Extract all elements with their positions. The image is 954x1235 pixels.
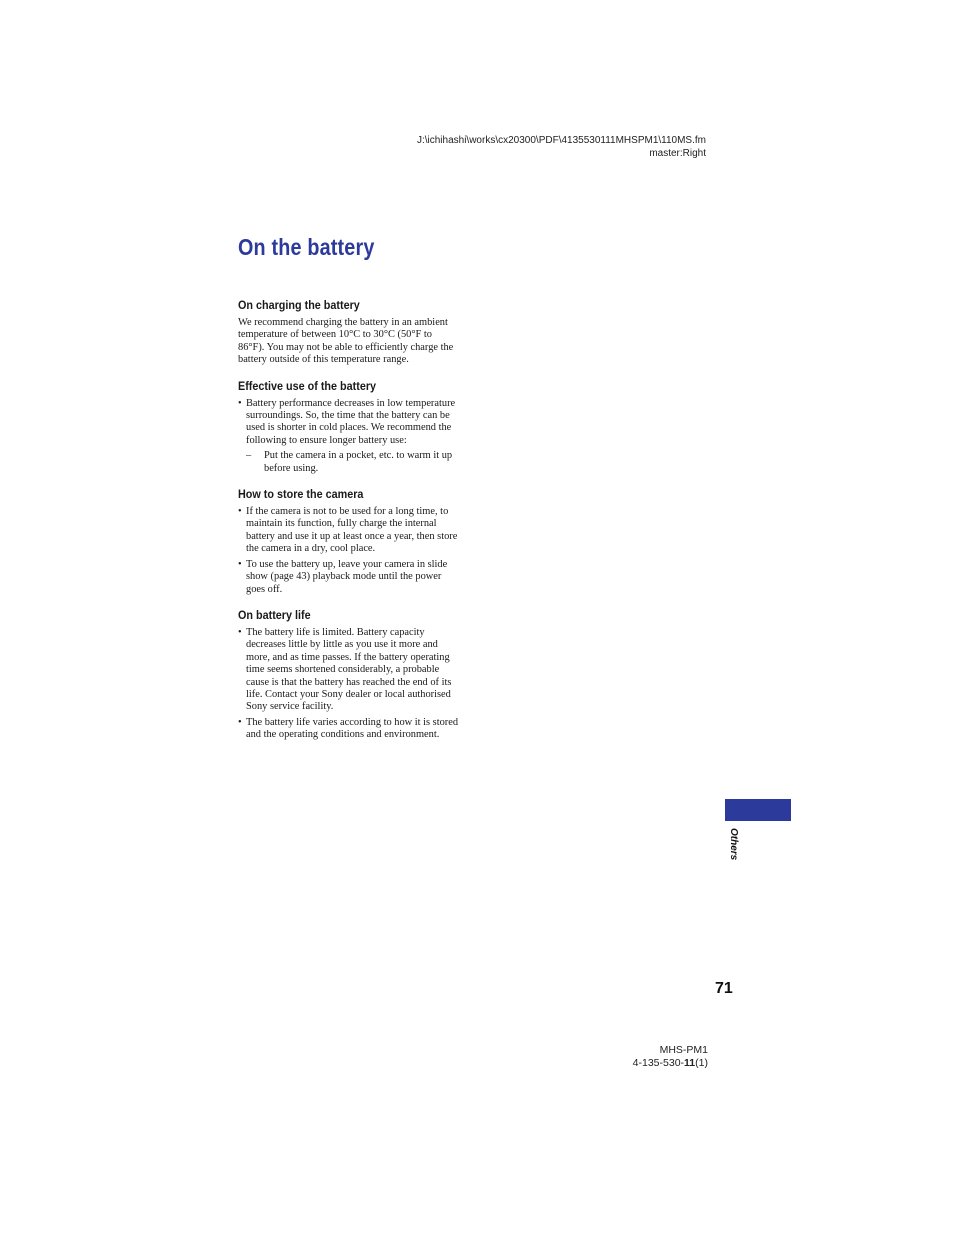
section-heading-battery-life: On battery life xyxy=(238,607,311,622)
content-column xyxy=(238,298,460,754)
section-store-camera xyxy=(238,487,460,596)
bullet-mark: • xyxy=(238,716,242,728)
footer-model: MHS-PM1 xyxy=(659,1044,708,1056)
section-battery-life xyxy=(238,608,460,742)
section-charging xyxy=(238,298,460,367)
section-effective-use xyxy=(238,379,460,475)
list-item-text: If the camera is not to be used for a long time, to maintain its function, fully charge the internal battery and use it up at least once a year, then store the camera in a dry, cool place. xyxy=(246,506,458,555)
footer-model-code xyxy=(633,1044,708,1070)
header-file-path: J:\ichihashi\works\cx20300\PDF\4135530111MHSPM1\110MS.fm xyxy=(416,135,706,146)
effective-use-list xyxy=(238,398,460,475)
header-master: master:Right xyxy=(649,148,706,159)
sub-list-item xyxy=(246,450,460,475)
store-camera-list xyxy=(238,506,460,596)
page-number: 71 xyxy=(715,980,733,997)
header-file-info xyxy=(417,134,706,160)
bullet-mark: • xyxy=(238,506,242,518)
bullet-mark: • xyxy=(238,397,242,409)
list-item-text: Battery performance decreases in low temperature surroundings. So, the time that the battery can be used is shorter in cold places. We recommend the following to ensure longer battery use: xyxy=(246,397,456,446)
charging-paragraph: We recommend charging the battery in an ambient temperature of between 10°C to 30°C (50°F to 86°F). You may not be able to efficiently charge the battery outside of this temperature range. xyxy=(238,317,454,366)
list-item-text: The battery life is limited. Battery capacity decreases little by little as you use it more and more, and as time passes. If the battery operating time seems shortened considerably, a probable cause is that the battery has reached the end of its life. Contact your Sony dealer or local authorised Sony service facility. xyxy=(246,626,452,713)
list-item xyxy=(238,559,460,596)
part-number-suffix: (1) xyxy=(695,1057,708,1069)
footer-part-number xyxy=(633,1057,708,1070)
dash-mark: – xyxy=(246,450,252,462)
list-item-text: To use the battery up, leave your camera in slide show (page 43) playback mode until the power goes off. xyxy=(246,558,448,595)
bullet-mark: • xyxy=(238,626,242,638)
section-heading-effective-use: Effective use of the battery xyxy=(238,378,377,393)
list-item-text: The battery life varies according to how it is stored and the operating conditions and environment. xyxy=(246,716,459,741)
list-item xyxy=(238,627,460,714)
list-item xyxy=(238,506,460,556)
sub-list-item-text: Put the camera in a pocket, etc. to warm it up before using. xyxy=(264,450,453,474)
section-heading-charging: On charging the battery xyxy=(238,298,360,312)
list-item xyxy=(238,398,460,475)
section-heading-store-camera: How to store the camera xyxy=(238,487,364,502)
battery-life-list xyxy=(238,627,460,742)
part-number-prefix: 4-135-530- xyxy=(632,1057,685,1069)
bullet-mark: • xyxy=(238,558,242,570)
side-section-label: Others xyxy=(728,828,739,861)
side-section-tab xyxy=(725,799,791,821)
list-item xyxy=(238,717,460,742)
page-title: On the battery xyxy=(238,234,375,260)
part-number-bold: 11 xyxy=(684,1057,696,1069)
